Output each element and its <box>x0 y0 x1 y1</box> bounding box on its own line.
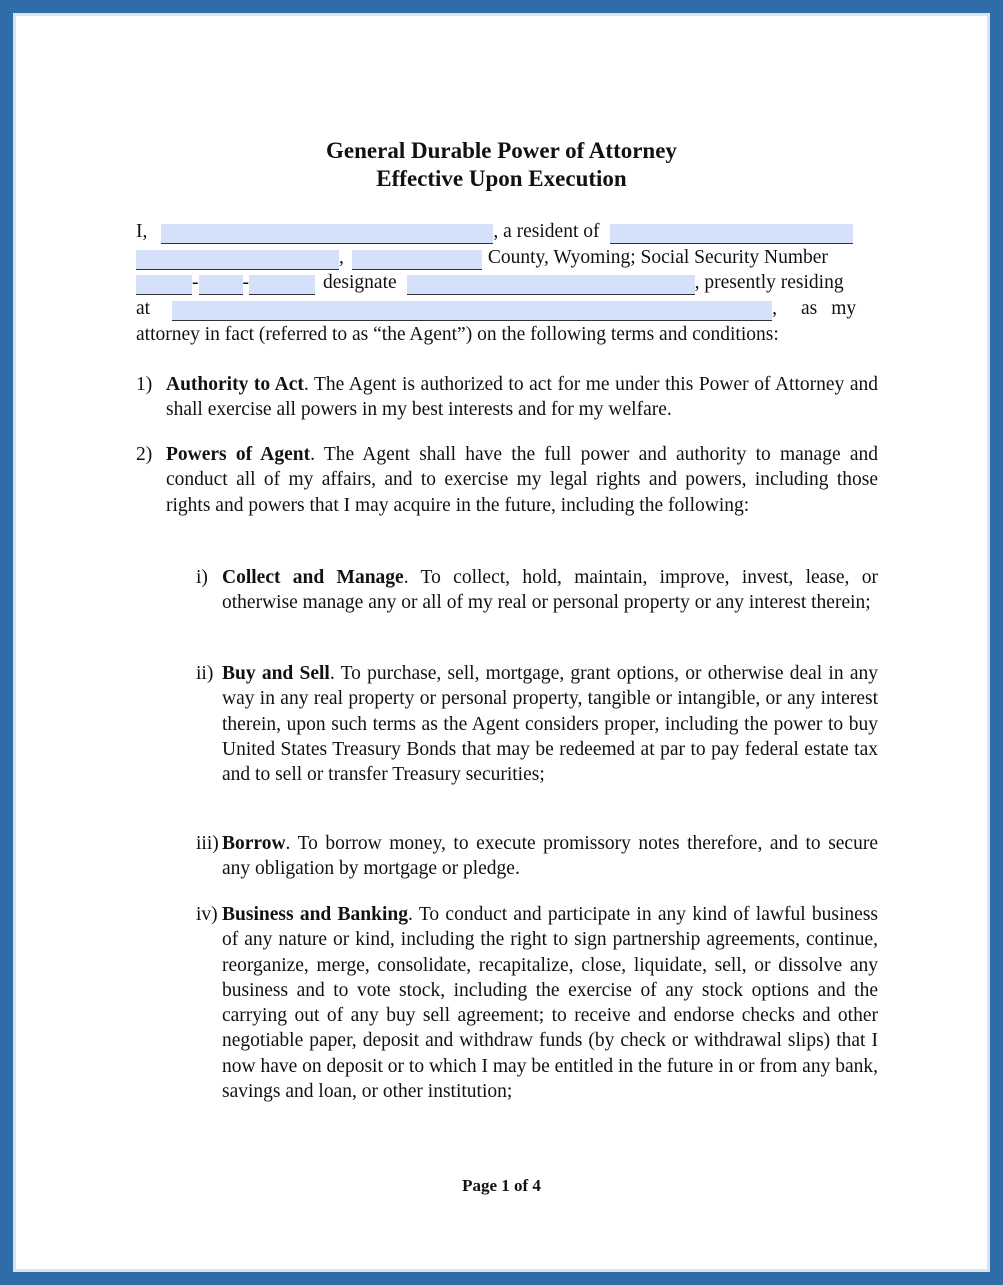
section-2-paragraph <box>166 442 878 518</box>
county-field[interactable] <box>352 250 482 270</box>
ssn-dash-2: - <box>242 272 249 293</box>
section-1-heading: Authority to Act <box>166 374 304 395</box>
residence-field[interactable] <box>610 224 853 244</box>
subsection-ii-text: . To purchase, sell, mortgage, grant options, or otherwise deal in any way in any real property or personal property, tangible or intangible, or any interest therein, upon such terms as the Agent considers proper, including the power to buy United States Treasury Bonds that may be redeemed at par to pay federal estate tax and to sell or transfer Treasury securities; <box>222 663 878 786</box>
intro-residing: , presently residing <box>694 272 844 293</box>
subsection-i-paragraph <box>222 565 878 616</box>
intro-at: at <box>136 298 151 319</box>
subsection-iv-heading: Business and Banking <box>222 904 409 925</box>
intro-line-5: attorney in fact (referred to as “the Agent”) on the following terms and conditions: <box>136 324 779 345</box>
section-2-number: 2) <box>136 444 153 465</box>
intro-line-1 <box>136 219 878 244</box>
subsection-i-number: i) <box>196 567 208 588</box>
intro-line-3 <box>136 270 878 295</box>
section-2-heading: Powers of Agent <box>166 444 311 465</box>
document-title: General Durable Power of Attorney <box>326 138 677 163</box>
subsection-ii-heading: Buy and Sell <box>222 663 330 684</box>
subsection-i-heading: Collect and Manage <box>222 567 404 588</box>
intro-address-comma: , <box>772 298 777 319</box>
ssn-dash-1: - <box>192 272 199 293</box>
intro-line-4 <box>136 296 878 321</box>
section-2-text: . The Agent shall have the full power and authority to manage and conduct all of my affairs, and to exercise my legal rights and powers, including those rights and powers that I may acquire in the future, including the following: <box>166 444 879 516</box>
subsection-iii-heading: Borrow <box>222 833 286 854</box>
subsection-iv-text: . To conduct and participate in any kind of lawful business of any nature or kind, including the right to sign partnership agreements, continue, reorganize, merge, consolidate, recapitalize, close, liquidate, sell, or dissolve any business and to vote stock, including the exercise of any stock options and the carrying out of any buy sell agreement; to receive and endorse checks and other negotiable paper, deposit and withdraw funds (by check or withdrawal slips) that I now have on deposit or to which I may be entitled in the future in or from any bank, savings and loan, or other institution; <box>222 904 878 1103</box>
subsection-i-text: . To collect, hold, maintain, improve, invest, lease, or otherwise manage any or all of my real or personal property or any interest therein; <box>222 567 878 614</box>
subsection-iv-paragraph <box>222 902 878 1104</box>
ssn-part-3-field[interactable] <box>249 275 315 295</box>
section-1-number: 1) <box>136 374 153 395</box>
intro-comma: , <box>339 247 344 268</box>
agent-address-field[interactable] <box>172 301 772 321</box>
section-1-paragraph <box>166 372 878 423</box>
subsection-iii-text: . To borrow money, to execute promissory notes therefore, and to secure any obligation by mortgage or pledge. <box>222 833 878 880</box>
ssn-part-2-field[interactable] <box>199 275 243 295</box>
subsection-iii-number: iii) <box>196 833 219 854</box>
subsection-iv-number: iv) <box>196 904 218 925</box>
intro-county-text: County, Wyoming; Social Security Number <box>487 247 828 268</box>
intro-as: as <box>800 298 818 319</box>
intro-designate: designate <box>323 272 397 293</box>
ssn-part-1-field[interactable] <box>136 275 192 295</box>
subsection-ii-paragraph <box>222 661 878 787</box>
document-subtitle: Effective Upon Execution <box>376 166 627 191</box>
section-1-text: . The Agent is authorized to act for me under this Power of Attorney and shall exercise all powers in my best interests and for my welfare. <box>166 374 879 421</box>
principal-name-field[interactable] <box>161 224 493 244</box>
intro-line-2 <box>136 245 878 270</box>
intro-resident-text: , a resident of <box>493 221 600 242</box>
intro-i: I, <box>136 221 148 242</box>
subsection-ii-number: ii) <box>196 663 214 684</box>
subsection-iii-paragraph <box>222 831 878 882</box>
page-number: Page 1 of 4 <box>462 1176 541 1195</box>
residence-field-cont[interactable] <box>136 250 339 270</box>
document-page <box>13 13 990 1272</box>
agent-name-field[interactable] <box>407 275 695 295</box>
intro-my: my <box>831 298 857 319</box>
